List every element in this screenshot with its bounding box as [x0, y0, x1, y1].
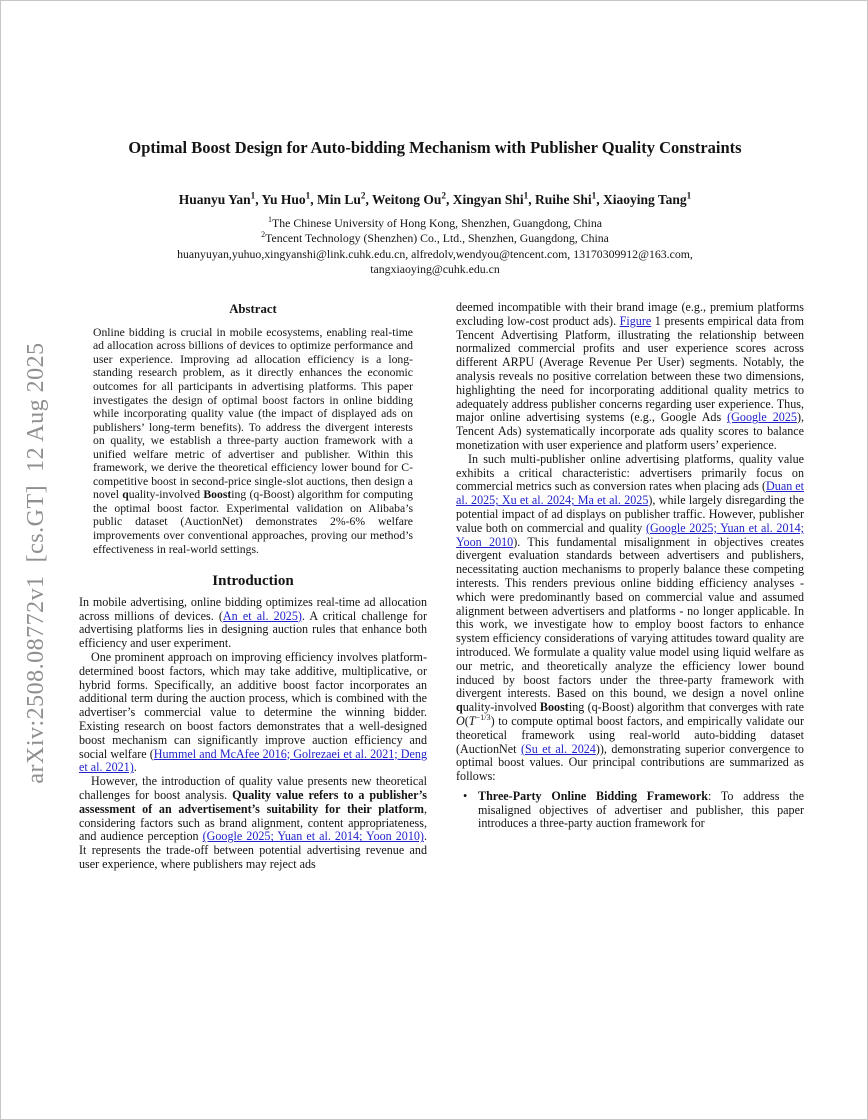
text-run: 2 [360, 190, 366, 201]
abstract-heading: Abstract [229, 302, 277, 316]
text-run: ), Tencent Ads) systematically incorporate ads quality scores to balance monetization with user experience and platform users’ experience. [456, 410, 804, 452]
text-run: ing (q-Boost) algorithm for computing the optimal boost factor. Experimental validation on Alibaba’s public dataset (AuctionNet) demonstrates 2%-6% welfare improvements over conventional approaches, proving our method’s effectiveness in real-world settings. [93, 488, 413, 556]
text-run: 1 [268, 215, 273, 225]
text-run: : To address the misaligned objectives of advertiser and publisher, this paper introduces a three-party auction framework for [478, 788, 804, 831]
text-run: 1 presents empirical data from Tencent Advertising Platform, illustrating the relationship between normalized commercial profits and user experience scores across different ARPU (Average Revenue Per User) segments. Notably, the analysis reveals no positive correlation between these two dimensions, highlighting the need for incorporating additional quality metrics to adequately address publisher concerns regarding user experience. Thus, major online advertising systems (e.g., Google Ads [456, 313, 804, 425]
text-run: , considering factors such as brand alignment, content appropriateness, and audience perception [79, 801, 427, 844]
intro-paragraph-3 [79, 775, 427, 872]
text-run: 1 [250, 190, 256, 201]
text-run: ). This fundamental misalignment in objectives creates divergent evaluation standards between advertisers and publishers, necessitating auction mechanisms to properly balance these competing interests. This renders previous online bidding efficiency analyses - which were predominantly based on commercial value and assumed alignment between advertisers and platforms - no longer applicable. In this work, we investigate how to employ boost factors to enhance system efficiency considerations of varying attitudes toward quality are introduced. We formulate a quality value model using liquid welfare as our metric, and theoretically analyze the efficiency lower bound induced by boost factors under the three-party framework with divergent interests. Based on this bound, we design a novel online [456, 534, 804, 701]
text-run: T [468, 713, 476, 728]
text-run: . [133, 760, 137, 775]
text-run: ), while largely disregarding the potential impact of ad displays on publisher traffic. However, publisher value both on commercial and quality [456, 493, 804, 535]
text-run: . It represents the trade-off between potential advertising revenue and user experience, where publishers may reject ads [79, 829, 427, 872]
text-run: Boost [539, 700, 569, 715]
text-run: In such multi-publisher online advertising platforms, quality value exhibits a critical characteristic: advertisers primarily focus on commercial metrics such as conversion rates when placing ads ( [456, 451, 804, 494]
intro-paragraph-2 [79, 651, 427, 775]
text-run: ) to compute optimal boost factors, and empirically validate our theoretical framework using real-world auto-bidding dataset (AuctionNet [456, 713, 804, 756]
right-column [456, 301, 804, 831]
text-run: 2 [261, 230, 266, 240]
arxiv-watermark: arXiv:2508.08772v1 [cs.GT] 12 Aug 2025 [23, 342, 49, 784]
email-line-1: huanyuyan,yuhuo,xingyanshi@link.cuhk.edu.cn, alfredolv,wendyou@tencent.com, 13170309912@163.com, [177, 247, 693, 261]
citation-link[interactable]: An et al. 2025) [222, 608, 302, 623]
text-run: 1 [523, 190, 529, 201]
text-run: , Weitong Ou [365, 192, 442, 207]
contribution-bullet-text [478, 789, 804, 831]
text-run: uality-involved [128, 488, 204, 502]
email-line-2: tangxiaoying@cuhk.edu.cn [370, 262, 500, 276]
affiliations [85, 216, 785, 246]
right-paragraph-2 [456, 453, 804, 784]
citation-link[interactable]: (Su et al. 2024 [520, 741, 596, 756]
text-run: 1 [686, 190, 692, 201]
citation-link[interactable]: (Google 2025; Yuan et al. 2014; Yoon 2010 [456, 520, 804, 549]
authors-line [85, 192, 785, 208]
introduction-heading: Introduction [212, 573, 294, 590]
citation-link[interactable]: Duan et al. 2025; Xu et al. 2024; Ma et al. 2025 [456, 479, 805, 508]
citation-link[interactable]: Hummel and McAfee 2016; Golrezaei et al. 2021; Deng et al. 2021) [79, 746, 427, 775]
text-run: Boost [203, 488, 232, 502]
text-run: ( [464, 713, 469, 728]
intro-paragraph-1 [79, 596, 427, 651]
text-run: −1/3 [475, 712, 491, 722]
text-run: . A critical challenge for advertising platforms lies in designing auction rules that enhance both efficiency and user experiment. [79, 608, 427, 651]
page-title: Optimal Boost Design for Auto-bidding Mechanism with Publisher Quality Constraints [128, 138, 742, 157]
text-run: , Yu Huo [255, 192, 306, 207]
text-run: q [122, 488, 129, 502]
abstract-paragraph [79, 326, 427, 556]
text-run: Huanyu Yan [178, 192, 251, 207]
text-run: One prominent approach on improving efficiency involves platform-determined boost factors, which may take additive, multiplicative, or hybrid forms. Specifically, an additive boost factor incorporates an additional term during the auction process, which is combined with the advertiser’s commercial value to determine the winning bidder. Existing research on boost factors demonstrates that a well-designed boost mechanism can significantly improve auction efficiency and social welfare ( [79, 650, 427, 761]
right-paragraph-1 [456, 301, 804, 453]
text-run: However, the introduction of quality value presents new theoretical challenges for boost analysis. [79, 774, 427, 803]
text-run: , Ruihe Shi [528, 192, 592, 207]
text-run: In mobile advertising, online bidding optimizes real-time ad allocation across millions of devices. ( [79, 594, 427, 623]
affiliation-2 [85, 231, 785, 246]
left-column [79, 301, 427, 872]
emails-block [65, 247, 805, 277]
text-run: O [456, 713, 465, 728]
text-run: ing (q-Boost) algorithm that converges with rate [568, 700, 804, 715]
text-run: 1 [591, 190, 597, 201]
text-run: 1 [305, 190, 311, 201]
bullet-icon: • [463, 788, 468, 803]
text-run: Three-Party Online Bidding Framework [478, 788, 708, 803]
affiliation-1 [85, 216, 785, 231]
citation-link[interactable]: (Google 2025 [727, 410, 797, 425]
text-run: )), demonstrating superior convergence to optimal boost values. Our principal contributions are summarized as follows: [456, 741, 804, 784]
text-run: , Xiaoying Tang [596, 192, 687, 207]
text-run: deemed incompatible with their brand image (e.g., premium platforms excluding low-cost product ads). [456, 300, 804, 328]
text-run: 2 [441, 190, 446, 201]
text-run: , Min Lu [310, 192, 361, 207]
text-run: , Xingyan Shi [445, 192, 524, 207]
text-run: Quality value refers to a publisher’s assessment of an advertisement’s suitability for their platform [79, 788, 427, 816]
citation-link[interactable]: (Google 2025; Yuan et al. 2014; Yoon 2010) [202, 829, 424, 844]
text-run: Online bidding is crucial in mobile ecosystems, enabling real-time ad allocation across billions of devices to optimize performance and user experience. Improving ad allocation efficiency is a long-standing research problem, as it directly enhances the economic outcomes for all participants in advertising platforms. This paper investigates the design of optimal boost factors in online bidding while incorporating quality value (the impact of displayed ads on publishers’ long-term benefits). To address the divergent interests on quality, we establish a three-party auction framework with a unified welfare metric of advertiser and publisher. Within this framework, we derive the theoretical efficiency lower bound for C-competitive boost in second-price single-slot auctions, then design a novel [93, 325, 413, 502]
figure-ref-link[interactable]: Figure [619, 313, 652, 328]
text-run: uality-involved [462, 700, 540, 715]
contribution-bullet [456, 790, 804, 831]
text-run: q [456, 700, 463, 715]
text-run: Tencent Technology (Shenzhen) Co., Ltd., Shenzhen, Guangdong, China [265, 231, 609, 245]
text-run: The Chinese University of Hong Kong, Shenzhen, Guangdong, China [272, 216, 602, 230]
